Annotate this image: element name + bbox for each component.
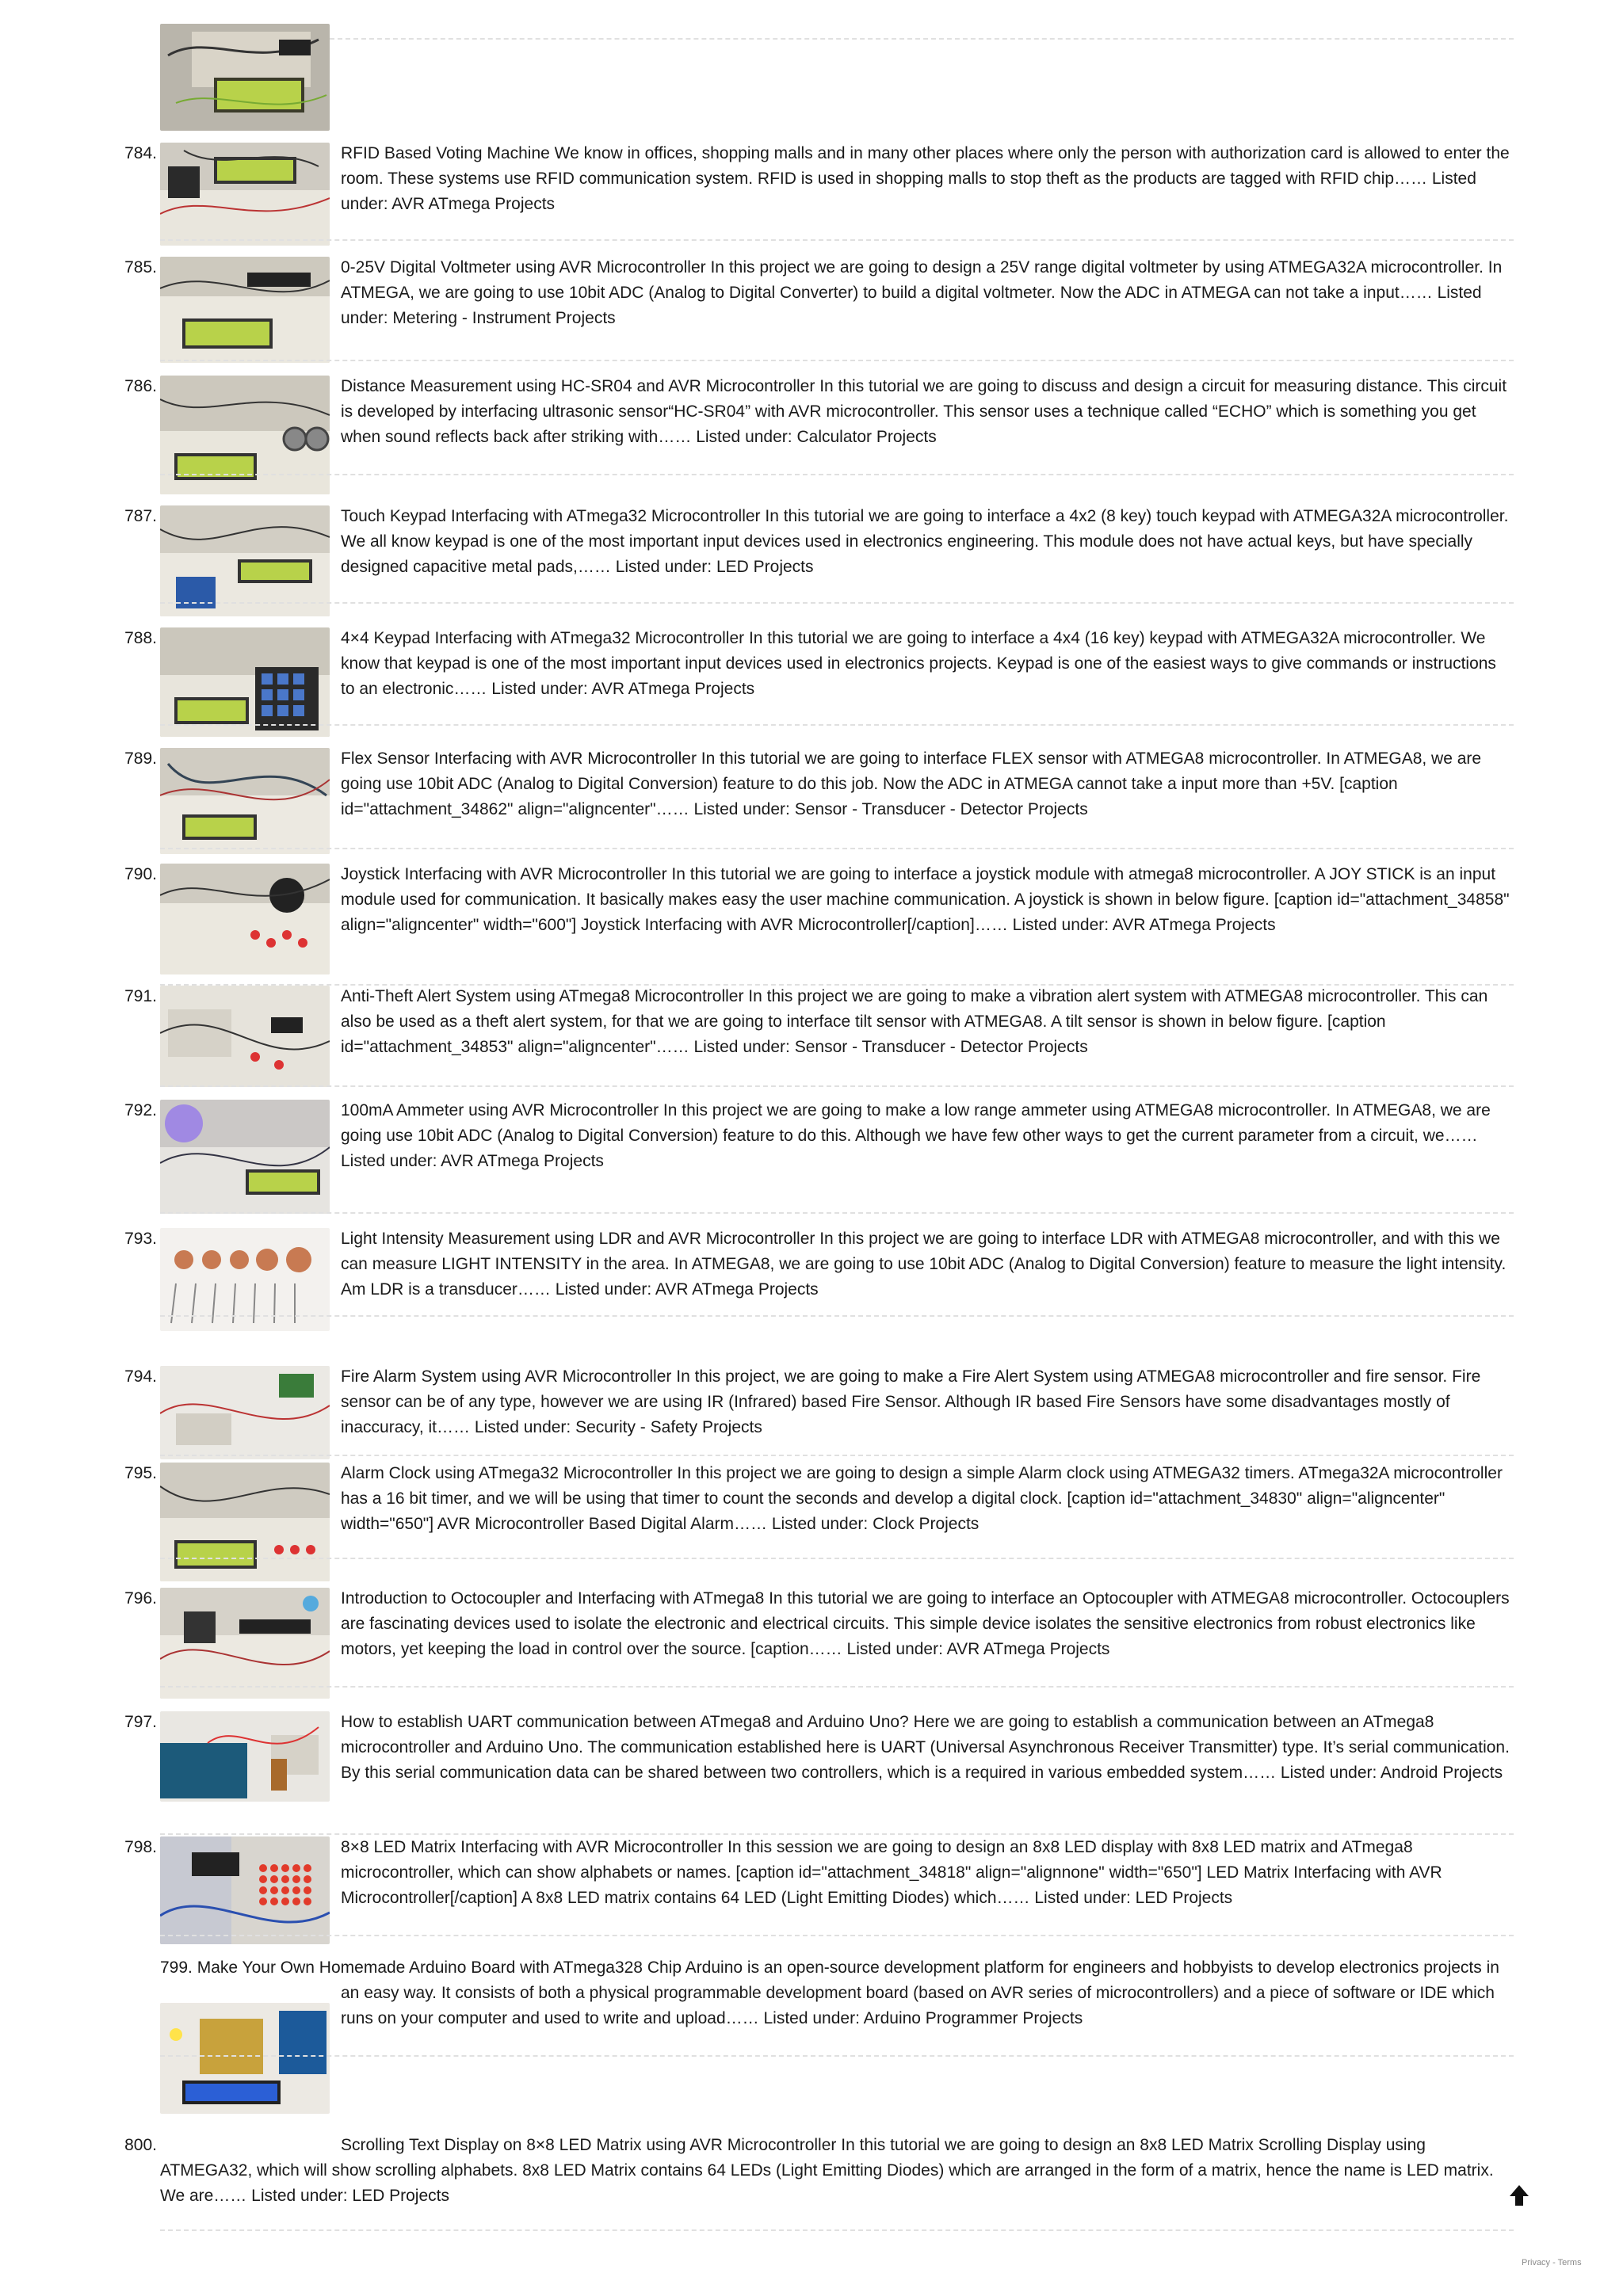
- separator: [160, 724, 1514, 726]
- project-thumbnail[interactable]: [160, 143, 330, 246]
- category-link[interactable]: AVR ATmega Projects: [591, 680, 755, 698]
- project-thumbnail[interactable]: [160, 748, 330, 854]
- item-number: 795.: [124, 1464, 157, 1482]
- recaptcha-links[interactable]: Privacy - Terms: [1522, 2258, 1582, 2267]
- separator: [160, 1212, 1514, 1214]
- project-thumbnail[interactable]: [160, 2003, 330, 2114]
- project-thumbnail[interactable]: [160, 376, 330, 494]
- separator: [160, 1315, 1514, 1317]
- listed-under-label: Listed under:: [696, 428, 792, 446]
- separator: [160, 1686, 1514, 1688]
- item-number: 790.: [124, 865, 157, 883]
- listed-under-label: Listed under:: [341, 284, 1482, 327]
- item-text: Light Intensity Measurement using LDR and AVR Microcontroller In this project we are going to interface LDR with ATMEGA8 microcontroller, and with this we can measure LIGHT INTENSITY in the area. In ATMEGA8, we are going to use 10bit ADC (Analog to Digital Conversion) feature to measure the light intensity. Am LDR is a transducer……: [341, 1230, 1507, 1299]
- separator: [160, 848, 1514, 849]
- category-link[interactable]: Metering - Instrument Projects: [392, 309, 616, 327]
- separator: [160, 239, 1514, 241]
- category-link[interactable]: Security - Safety Projects: [575, 1418, 762, 1436]
- project-thumbnail[interactable]: [160, 1100, 330, 1214]
- listed-under-label: Listed under:: [474, 1418, 571, 1436]
- item-text: Alarm Clock using ATmega32 Microcontroller In this project we are going to design a simple Alarm clock using ATMEGA32 timers. ATmega32A microcontroller has a 16 bit timer, and we will be using that timer to count the seconds and develop a digital clock. [caption id="attachment_34830" align="aligncenter" width="650"] AVR Microcontroller Based Digital Alarm……: [341, 1464, 1503, 1533]
- item-description: [341, 374, 1514, 450]
- item-text: Distance Measurement using HC-SR04 and AVR Microcontroller In this tutorial we are going to discuss and design a circuit for measuring distance. This circuit is developed by interfacing ultrasonic sensor“HC-SR04” with AVR microcontroller. This sensor uses a technique called “ECHO” which is something you get when sound reflects back after striking with……: [341, 377, 1507, 446]
- project-thumbnail[interactable]: [160, 1366, 330, 1459]
- item-number: 786.: [124, 377, 157, 395]
- project-thumbnail[interactable]: [160, 24, 330, 131]
- item-number: 798.: [124, 1838, 157, 1856]
- category-link[interactable]: AVR ATmega Projects: [391, 195, 556, 213]
- category-link[interactable]: LED Projects: [716, 558, 814, 576]
- item-text: Touch Keypad Interfacing with ATmega32 Microcontroller In this tutorial we are going to interface a 4x2 (8 key) touch keypad with ATMEGA32A microcontroller. We all know keypad is one of the most important input devices used in electronics engineering. This module does not have actual keys, but have specially designed capacitive metal pads,……: [341, 507, 1509, 576]
- listed-under-label: Listed under:: [693, 800, 790, 818]
- item-description: [341, 1710, 1514, 1786]
- item-number: 797.: [124, 1713, 157, 1731]
- item-description: [341, 984, 1514, 1060]
- separator: [160, 474, 1514, 475]
- category-link[interactable]: Android Projects: [1381, 1764, 1503, 1782]
- listed-under-label: Listed under:: [1034, 1889, 1131, 1907]
- separator: [160, 1085, 1514, 1087]
- item-number: 793.: [124, 1230, 157, 1248]
- item-description: [341, 1098, 1514, 1174]
- category-link[interactable]: AVR ATmega Projects: [441, 1152, 604, 1170]
- listed-under-label: Listed under:: [491, 680, 588, 698]
- category-link[interactable]: AVR ATmega Projects: [1112, 916, 1276, 934]
- category-link[interactable]: Calculator Projects: [796, 428, 937, 446]
- item-number: 785.: [124, 258, 157, 277]
- listed-under-label: Listed under:: [341, 1152, 437, 1170]
- item-text: RFID Based Voting Machine We know in offices, shopping malls and in many other places where only the person with authorization card is allowed to enter the room. These systems use RFID communication system. RFID is used in shopping malls to stop theft as the products are tagged with RFID chip……: [341, 144, 1510, 188]
- item-number: 792.: [124, 1101, 157, 1119]
- item-number: 791.: [124, 987, 157, 1005]
- category-link[interactable]: Clock Projects: [873, 1515, 980, 1533]
- item-text: 0-25V Digital Voltmeter using AVR Microcontroller In this project we are going to design a 25V range digital voltmeter by using ATMEGA32A microcontroller. In ATMEGA, we are going to use 10bit ADC (Analog to Digital Converter) to build a digital voltmeter. Now the ADC in ATMEGA can not take a input……: [341, 258, 1503, 302]
- item-text: How to establish UART communication between ATmega8 and Arduino Uno? Here we are going to establish a communication between an ATmega8 microcontroller and Arduino Uno. The communication established here is UART (Universal Asynchronous Receiver Transmitter) type. It’s serial communication. By this serial communication data can be shared between two controllers, which is a required in various embedded system……: [341, 1713, 1510, 1782]
- item-text: 8×8 LED Matrix Interfacing with AVR Microcontroller In this session we are going to design an 8x8 LED display with 8x8 LED matrix and ATmega8 microcontroller, which can show alphabets or names. [caption id="attachment_34818" align="alignnone" width="650"] LED Matrix Interfacing with AVR Microcontroller[/caption] A 8x8 LED matrix contains 64 LED (Light Emitting Diodes) which……: [341, 1838, 1442, 1907]
- back-to-top-button[interactable]: [1507, 2180, 1531, 2209]
- listed-under-label: Listed under:: [693, 1038, 790, 1056]
- listed-under-label: Listed under:: [555, 1280, 652, 1299]
- separator: [160, 1935, 1514, 1936]
- item-text: 100mA Ammeter using AVR Microcontroller In this project we are going to make a low range ammeter using ATMEGA8 microcontroller. In ATMEGA8, we are going use 10bit ADC (Analog to Digital Conversion) feature to do this. Although we have few other ways to get the current parameter from a circuit, we……: [341, 1101, 1491, 1145]
- item-description: [341, 504, 1514, 580]
- item-description: [341, 141, 1514, 217]
- item-number: 789.: [124, 749, 157, 768]
- listed-under-label: Listed under:: [771, 1515, 869, 1533]
- listed-under-label: Listed under:: [251, 2187, 348, 2205]
- item-text: Joystick Interfacing with AVR Microcontroller In this tutorial we are going to interface a joystick module with atmega8 microcontroller. A JOY STICK is an input module used for communication. It basically makes easy the user machine communication. A joystick is shown in below figure. [caption id="attachment_34858" align="aligncenter" width="600"] Joystick Interfacing with AVR Microcontroller[/caption]……: [341, 865, 1510, 934]
- category-link[interactable]: Sensor - Transducer - Detector Projects: [794, 800, 1088, 818]
- listed-under-label: Listed under:: [763, 2009, 860, 2027]
- category-link[interactable]: AVR ATmega Projects: [946, 1640, 1110, 1658]
- project-thumbnail[interactable]: [160, 1588, 330, 1699]
- item-description: [341, 1586, 1514, 1662]
- arrow-up-icon: [1507, 2180, 1531, 2209]
- category-link[interactable]: LED Projects: [1135, 1889, 1233, 1907]
- item-description: [341, 255, 1514, 331]
- item-description: [341, 1226, 1514, 1302]
- item-description: [160, 2133, 1514, 2209]
- item-description: [160, 1955, 1514, 2031]
- category-link[interactable]: LED Projects: [352, 2187, 449, 2205]
- project-thumbnail[interactable]: [160, 1836, 330, 1944]
- item-text: Fire Alarm System using AVR Microcontroller In this project, we are going to make a Fire Alert System using ATMEGA8 microcontroller and fire sensor. Fire sensor can be of any type, however we are using IR (Infrared) based Fire Sensor. Although IR based Fire Sensors have some disadvantages mostly of inaccuracy, it……: [341, 1367, 1481, 1436]
- item-number: 788.: [124, 629, 157, 647]
- item-number: 799.: [160, 1958, 193, 1977]
- project-thumbnail[interactable]: [160, 986, 330, 1087]
- category-link[interactable]: AVR ATmega Projects: [655, 1280, 819, 1299]
- separator: [160, 2055, 1514, 2057]
- project-thumbnail[interactable]: [160, 1711, 330, 1802]
- project-thumbnail[interactable]: [160, 864, 330, 974]
- item-text: Scrolling Text Display on 8×8 LED Matrix using AVR Microcontroller In this tutorial we are going to design an 8x8 LED Matrix Scrolling Display using ATMEGA32, which will show scrolling alphabets. 8x8 LED Matrix contains 64 LEDs (Light Emitting Diodes) which are arranged in the form of a matrix, hence the name is LED matrix. We are……: [160, 2136, 1494, 2205]
- project-thumbnail[interactable]: [160, 257, 330, 363]
- project-thumbnail[interactable]: [160, 505, 330, 616]
- listed-under-label: Listed under:: [615, 558, 712, 576]
- item-description: [341, 626, 1514, 702]
- separator: [160, 360, 1514, 361]
- item-text: Make Your Own Homemade Arduino Board with ATmega328 Chip Arduino is an open-source development platform for engineers and hobbyists to develop electronics projects in an easy way. It consists of both a physical programmable development board (based on AVR series of microcontrollers) and a piece of software or IDE which runs on your computer and used to write and upload……: [197, 1958, 1499, 2027]
- listed-under-label: Listed under:: [341, 170, 1476, 213]
- project-thumbnail[interactable]: [160, 627, 330, 737]
- item-number: 794.: [124, 1367, 157, 1386]
- item-description: [341, 1835, 1514, 1911]
- item-description: [341, 862, 1514, 938]
- item-text: Introduction to Octocoupler and Interfacing with ATmega8 In this tutorial we are going to interface an Optocoupler with ATMEGA8 microcontroller. Octocouplers are fascinating devices used to isolate the electronic and electrical circuits. This simple device isolates the sensitive electronics from robust electronics like motors, yet keeping the load in control over the source. [caption……: [341, 1589, 1510, 1658]
- item-description: [341, 1461, 1514, 1537]
- project-thumbnail[interactable]: [160, 1463, 330, 1581]
- item-number: 796.: [124, 1589, 157, 1608]
- item-number: 800.: [124, 2136, 157, 2154]
- separator: [160, 2229, 1514, 2231]
- listed-under-label: Listed under:: [1280, 1764, 1377, 1782]
- item-text: Anti-Theft Alert System using ATmega8 Microcontroller In this project we are going to make a vibration alert system with ATMEGA8 microcontroller. This can also be used as a theft alert system, for that we are going to interface tilt sensor with ATMEGA8. A tilt sensor is shown in below figure. [caption id="attachment_34853" align="aligncenter"……: [341, 987, 1488, 1056]
- item-number: 787.: [124, 507, 157, 525]
- separator: [160, 1558, 1514, 1559]
- category-link[interactable]: Sensor - Transducer - Detector Projects: [794, 1038, 1088, 1056]
- item-text: 4×4 Keypad Interfacing with ATmega32 Microcontroller In this tutorial we are going to interface a 4x4 (16 key) keypad with ATMEGA32A microcontroller. We know that keypad is one of the most important input devices used in electronics projects. Keypad is one of the easiest ways to give commands or instructions to an electronic……: [341, 629, 1496, 698]
- listed-under-label: Listed under:: [846, 1640, 943, 1658]
- separator: [160, 602, 1514, 604]
- item-description: [341, 1364, 1514, 1440]
- item-number: 784.: [124, 144, 157, 162]
- item-description: [341, 746, 1514, 822]
- separator: [330, 38, 1514, 40]
- category-link[interactable]: Arduino Programmer Projects: [863, 2009, 1083, 2027]
- item-text: Flex Sensor Interfacing with AVR Microcontroller In this tutorial we are going to interface FLEX sensor with ATMEGA8 microcontroller. In ATMEGA8, we are going use 10bit ADC (Analog to Digital Conversion) feature to do this job. Now the ADC in ATMEGA cannot take a input more than +5V. [caption id="attachment_34862" align="aligncenter"……: [341, 749, 1482, 818]
- separator: [160, 1455, 1514, 1456]
- listed-under-label: Listed under:: [1012, 916, 1109, 934]
